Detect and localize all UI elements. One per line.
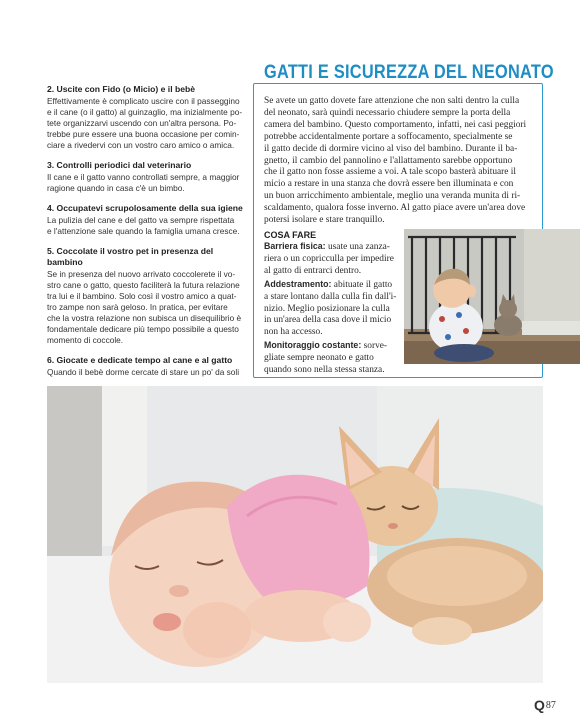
page-number xyxy=(534,697,556,713)
page-number-value: 87 xyxy=(545,699,556,711)
tip-label: Barriera fisica: xyxy=(264,241,326,251)
item-title: 4. Occupatevi scrupolosamente della sua igiene xyxy=(47,203,243,213)
sleeping-baby-cat-photo xyxy=(47,386,543,683)
tip xyxy=(264,279,399,340)
section-title: GATTI E SICUREZZA DEL NEONATO xyxy=(264,62,554,83)
item-text: La pulizia del cane e del gatto va sempre rispettata e l'attenzione sale quando la famiglia umana cresce. xyxy=(47,215,240,236)
item-title: 2. Uscite con Fido (o Micio) e il bebè xyxy=(47,84,196,94)
left-column xyxy=(47,84,243,387)
tip xyxy=(264,241,399,278)
tip-label: Addestramento: xyxy=(264,278,332,289)
toddler-cat-illustration xyxy=(404,229,580,364)
magazine-logo: Q xyxy=(534,697,545,713)
item-text: Se in presenza del nuovo arrivato coccolerete il vo- stro cane o gatto, questo faciliterà la futura relazione tra lui e il bambino. Solo così il vostro amico a quat- tro zampe non sarà geloso. In pratica, per evitare che la vostra relazione non subisca un disequilibrio è fondamentale dedicare più tempo possibile a questo momento di coccole. xyxy=(47,269,242,345)
tip-text: sorve- gliate sempre neonato e gatto quando sono nella stessa stanza. xyxy=(264,341,388,376)
item-text: Effettivamente è complicato uscire con il passeggino e il cane (o il gatto) al guinzaglio, ma inizialmente po- tete organizzarvi uscendo con un'altra persona. Po- trebbe pure essere una buona occasione per comin- ciare a rivedervi con un vostro caro amico o amica. xyxy=(47,96,243,150)
toddler-cat-photo xyxy=(404,229,580,364)
list-item xyxy=(47,355,243,378)
item-title: 5. Coccolate il vostro pet in presenza del bambino xyxy=(47,246,214,267)
tip-label: Monitoraggio costante: xyxy=(264,340,362,351)
tip xyxy=(264,340,399,377)
tip-text: usate una zanza- riera o un copricculla per impedire al gatto di entrarci dentro. xyxy=(264,242,394,276)
item-text: Il cane e il gatto vanno controllati sempre, a maggior ragione quando in casa c'è un bimbo. xyxy=(47,172,240,193)
item-title: 3. Controlli periodici dal veterinario xyxy=(47,160,192,170)
baby-cat-illustration xyxy=(47,386,543,683)
list-item xyxy=(47,203,243,237)
section-intro: Se avete un gatto dovete fare attenzione che non salti dentro la culla del neonato, sarà quindi necessario chiudere sempre la porta della camera del bambino. Questo comportamento, infatti, nei casi peggiori potrebbe accidentalmente portare a soffocamento, specialmente se il gatto decide di dormire vicino al viso del bambino. Durante il ba- gnetto, il cambio del pannolino e l'allattamento sarebbe opportuno che il gatto non fosse assieme a voi. A tale scopo basterà abituare il micio a restare in una stanza che dovrà essere ben illuminata e con un buon arricchimento ambientale, meglio una veranda munita di ri- scaldamento, qualora fosse inverno. Al gatto piace avere un'area dove potersi isolare e stare tranquillo. xyxy=(264,96,527,226)
item-text: Quando il bebè dorme cercate di stare un po' da soli xyxy=(47,367,240,377)
list-item xyxy=(47,84,243,151)
item-title: 6. Giocate e dedicate tempo al cane e al gatto xyxy=(47,355,233,365)
list-item xyxy=(47,160,243,194)
list-item xyxy=(47,246,243,346)
tip-text: abituate il gatto a stare lontano dalla culla fin dall'i- nizio. Meglio posizionare la culla in un'area della casa dove il micio non ha accesso. xyxy=(264,279,397,338)
what-to-do-title: COSA FARE xyxy=(264,230,317,240)
what-to-do-block xyxy=(264,230,399,378)
